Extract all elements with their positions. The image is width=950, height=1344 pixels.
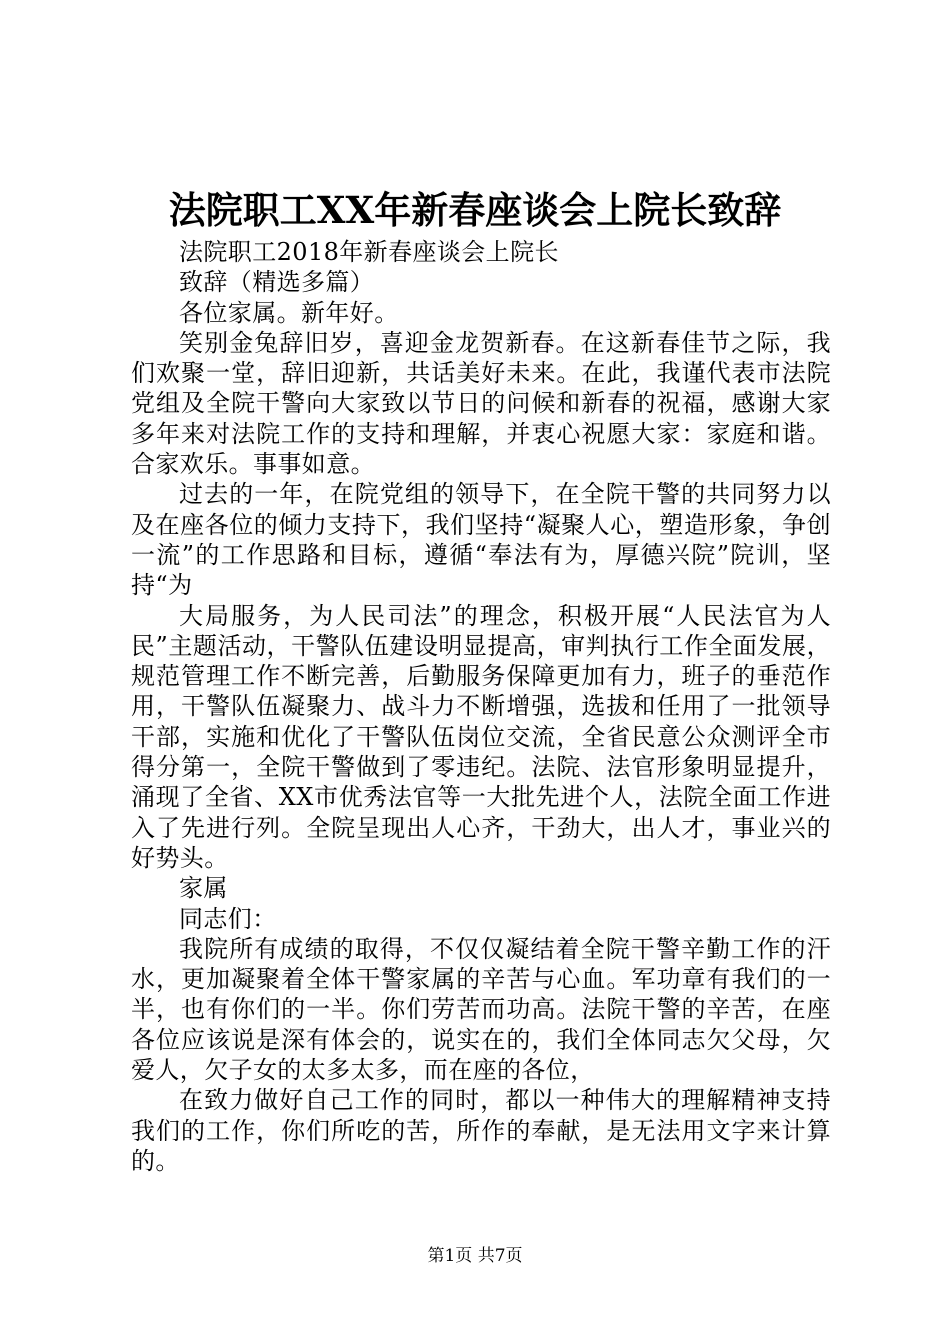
paragraph-achievements: 大局服务，为人民司法”的理念，积极开展“人民法官为人民”主题活动，干警队伍建设明显提高，审判执行工作全面发展，规范管理工作不断完善，后勤服务保障更加有力，班子的垂范作用，干警队伍凝聚力、战斗力不断增强，选拔和任用了一批领导干部，实施和优化了干警队伍岗位交流，全省民意公众测评全市得分第一，全院干警做到了零违纪。法院、法官形象明显提升，涌现了全省、XX市优秀法官等一大批先进个人，法院全面工作进入了先进行列。全院呈现出人心齐，干劲大，出人才，事业兴的好势头。 <box>131 601 831 872</box>
paragraph-support: 在致力做好自己工作的同时，都以一种伟大的理解精神支持我们的工作，你们所吃的苦，所作的奉献，是无法用文字来计算的。 <box>131 1086 831 1175</box>
document-body <box>131 237 831 1176</box>
paragraph-family-heading: 家属 <box>179 874 228 903</box>
paragraph-new-year-wishes: 笑别金兔辞旧岁，喜迎金龙贺新春。在这新春佳节之际，我们欢聚一堂，辞旧迎新，共话美好未来。在此，我谨代表市法院党组及全院干警向大家致以节日的问候和新春的祝福，感谢大家多年来对法院工作的支持和理解，并衷心祝愿大家：家庭和谐。合家欢乐。事事如意。 <box>131 328 831 479</box>
paragraph-subtitle-line-2: 致辞（精选多篇） <box>179 268 375 297</box>
document-title: 法院职工XX年新春座谈会上院长致辞 <box>168 188 782 232</box>
paragraph-gratitude: 我院所有成绩的取得，不仅仅凝结着全院干警辛勤工作的汗水，更加凝聚着全体干警家属的辛苦与心血。军功章有我们的一半，也有你们的一半。你们劳苦而功高。法院干警的辛苦，在座各位应该说是深有体会的，说实在的，我们全体同志欠父母，欠爱人，欠子女的太多太多，而在座的各位， <box>131 934 831 1085</box>
page-number-footer: 第1页 共7页 <box>427 1246 523 1266</box>
paragraph-greeting: 各位家属。新年好。 <box>179 298 399 327</box>
paragraph-comrades: 同志们： <box>179 904 277 933</box>
paragraph-subtitle-line-1: 法院职工2018年新春座谈会上院长 <box>179 238 559 266</box>
paragraph-past-year: 过去的一年，在院党组的领导下，在全院干警的共同努力以及在座各位的倾力支持下，我们坚持“凝聚人心，塑造形象，争创一流”的工作思路和目标，遵循“奉法有为，厚德兴院”院训，坚持“为 <box>131 480 831 600</box>
